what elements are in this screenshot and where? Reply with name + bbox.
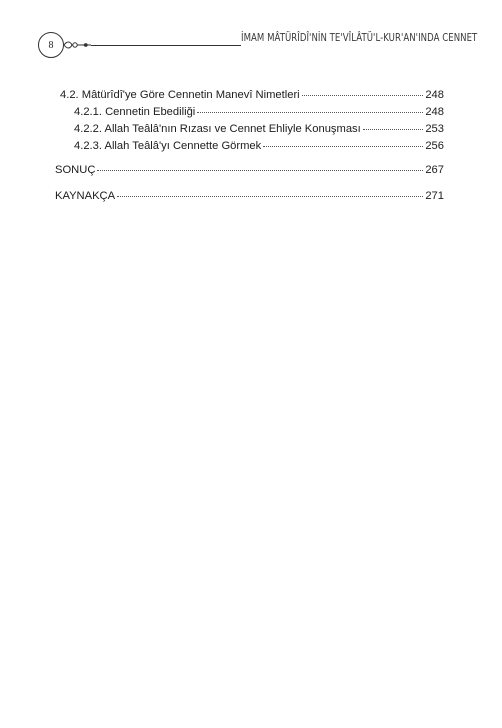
toc-entry-page: 253 [425, 123, 444, 135]
running-title: İMAM MÂTÜRÎDÎ'NİN TE'VÎLÂTÜ'L-KUR'AN'INDA CENNET [241, 33, 478, 44]
toc-entry-label: 4.2.3. Allah Teâlâ'yı Cennette Görmek [74, 140, 262, 152]
toc-entry[interactable] [55, 163, 444, 177]
dot-leader [263, 146, 423, 147]
dot-leader [302, 95, 424, 96]
dot-leader [197, 112, 423, 113]
running-header [38, 32, 478, 62]
ornament-icon [63, 38, 91, 52]
toc-entry-label: 4.2.2. Allah Teâlâ'nın Rızası ve Cennet Ehliyle Konuşması [74, 123, 361, 135]
dot-leader [117, 196, 423, 197]
toc-entry[interactable] [74, 122, 444, 136]
toc-entry-page: 248 [425, 89, 444, 101]
dot-leader [97, 170, 423, 171]
toc-entry-page: 248 [425, 106, 444, 118]
toc-entry-label: 4.2.1. Cennetin Ebediliği [74, 106, 196, 118]
toc-entry-page: 271 [425, 190, 444, 202]
toc-entry-label: SONUÇ [55, 164, 96, 176]
header-rule [91, 45, 241, 46]
toc-entry-page: 267 [425, 164, 444, 176]
toc-entry[interactable] [74, 139, 444, 153]
toc-entry[interactable] [74, 105, 444, 119]
toc-entry[interactable] [55, 189, 444, 203]
toc-entry-page: 256 [425, 140, 444, 152]
page-number: 8 [38, 32, 64, 58]
toc-entry[interactable] [60, 88, 444, 102]
dot-leader [363, 129, 424, 130]
toc-entry-label: 4.2. Mâtürîdî'ye Göre Cennetin Manevî Nimetleri [60, 89, 300, 101]
toc-entry-label: KAYNAKÇA [55, 190, 116, 202]
